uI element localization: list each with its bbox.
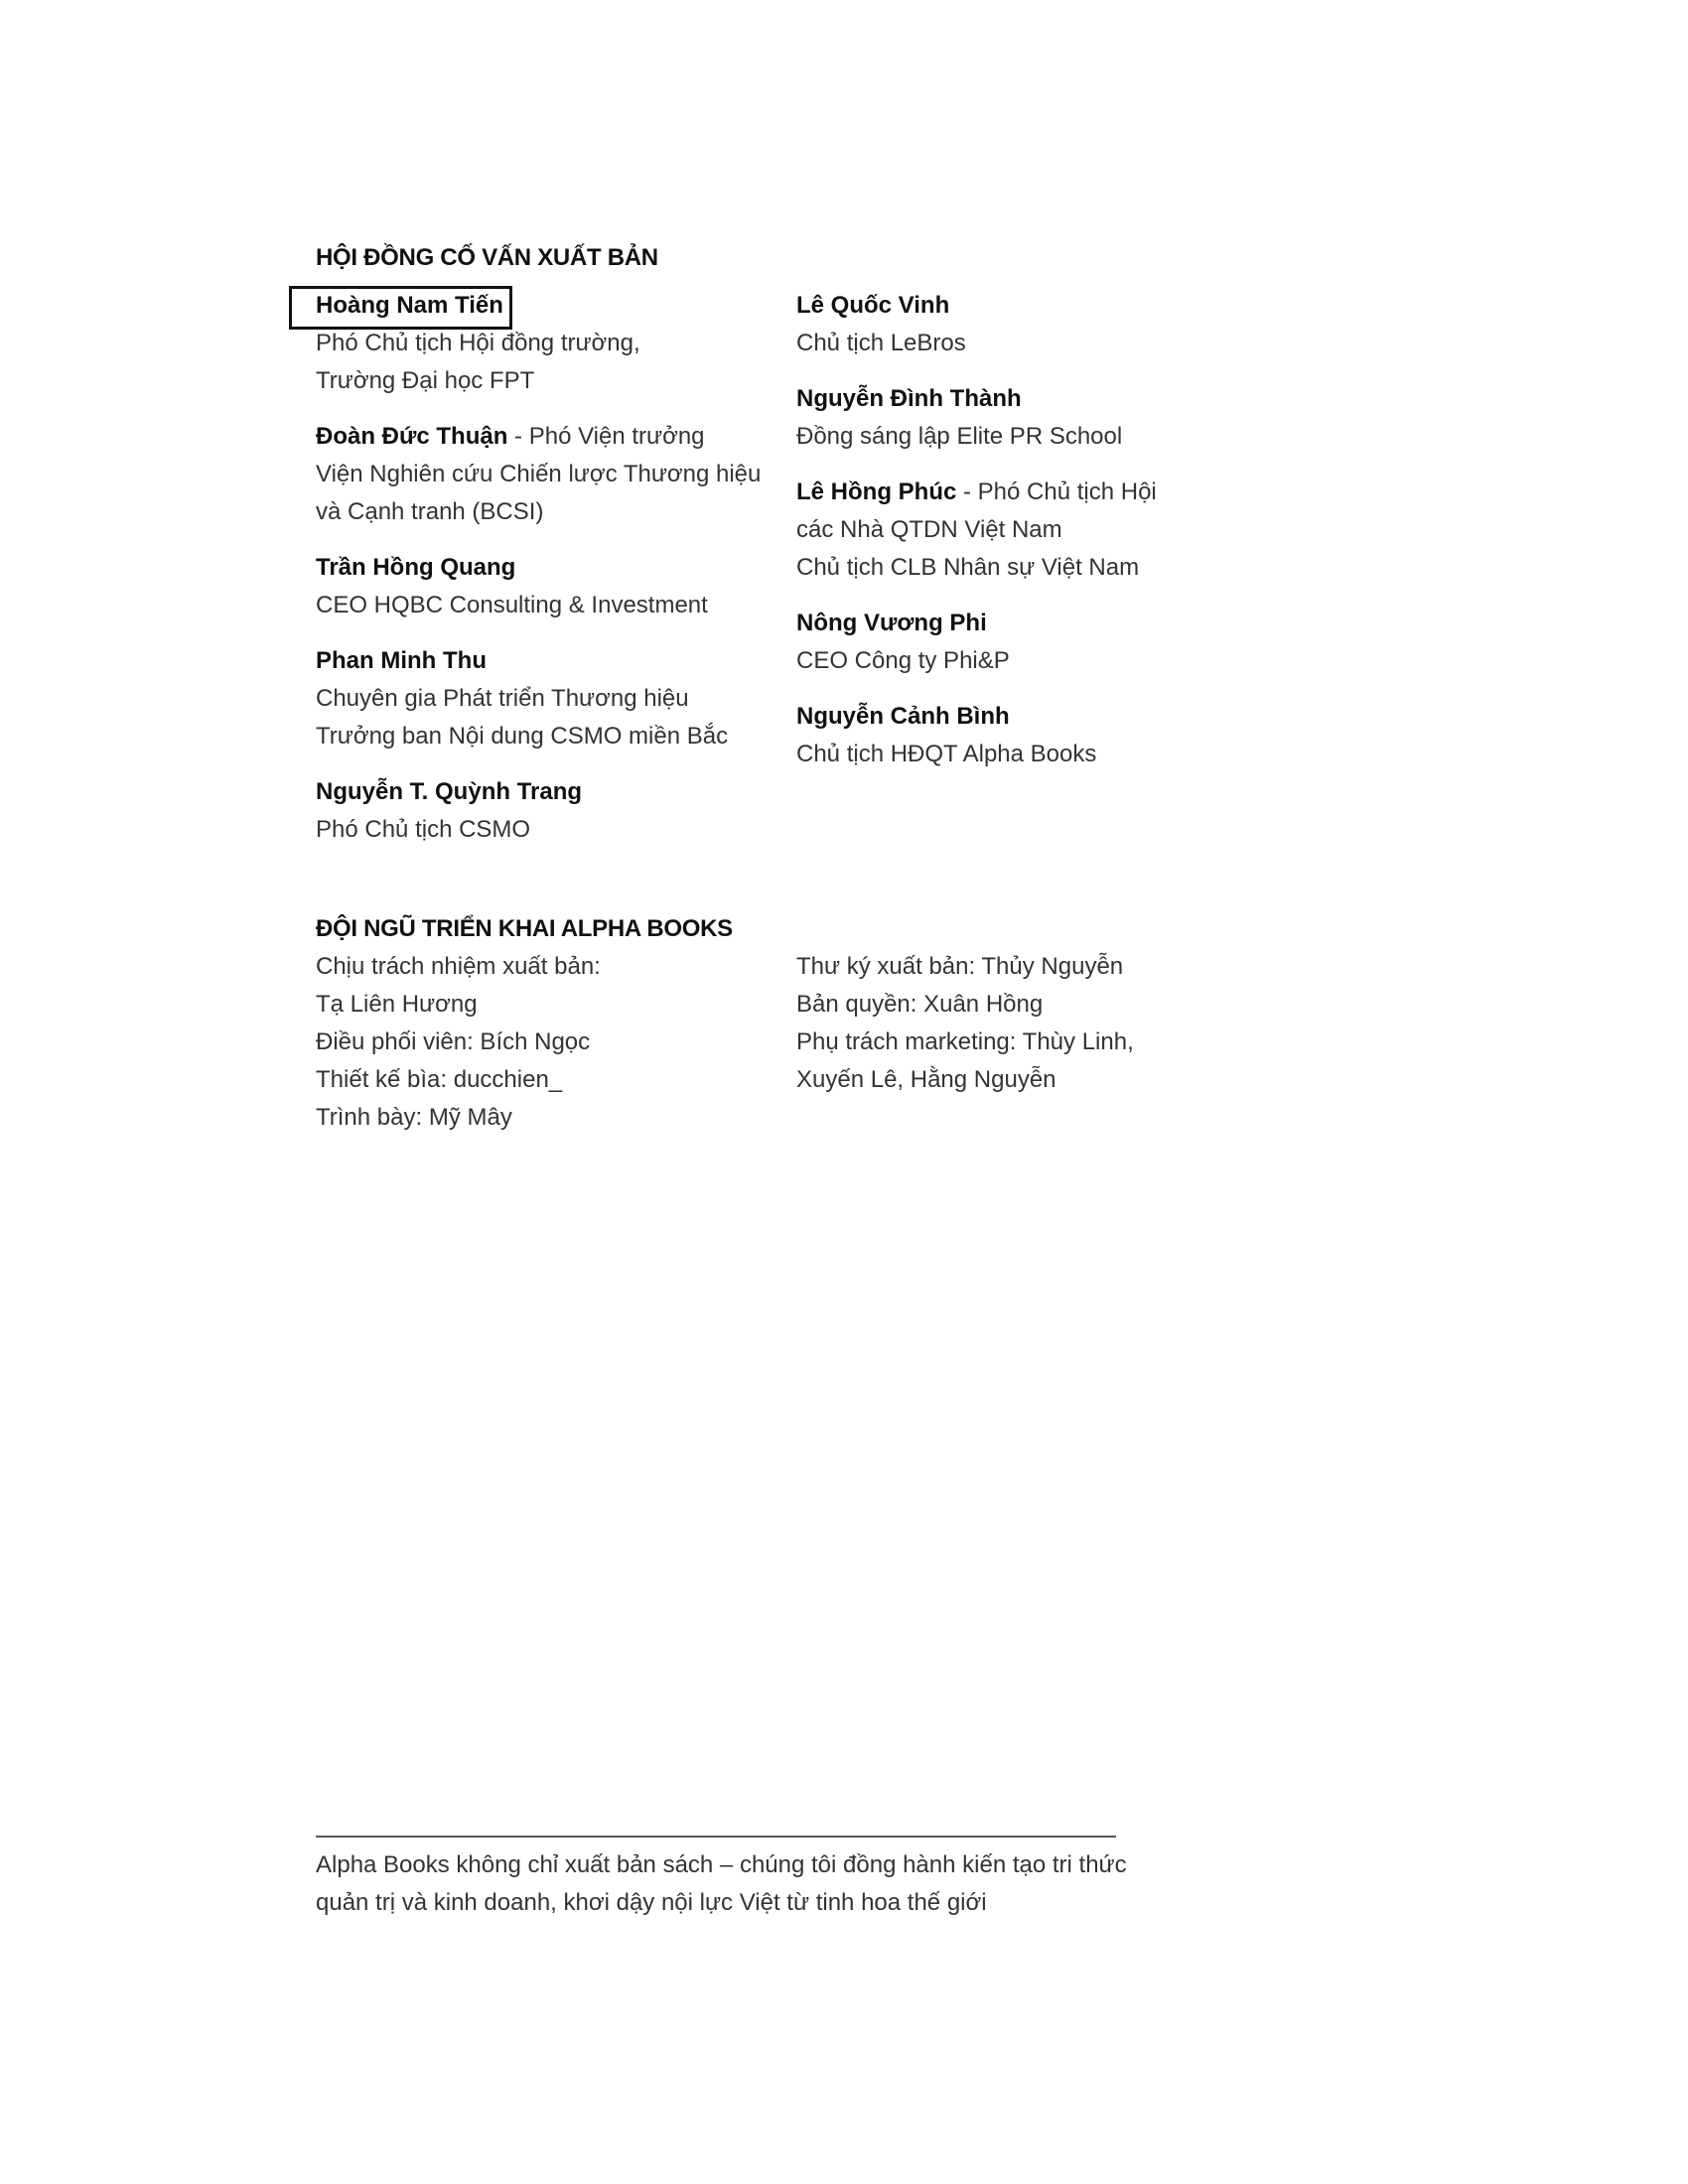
advisor-inline-title: - Phó Viện trưởng xyxy=(507,423,705,450)
advisor-name: Phan Minh Thu xyxy=(316,647,487,674)
advisory-left-column xyxy=(316,287,782,867)
advisor-name: Lê Quốc Vinh xyxy=(796,292,950,319)
advisor-title-line: Phó Chủ tịch CSMO xyxy=(316,816,531,843)
advisor-entry xyxy=(316,642,782,755)
team-credit-line: Trình bày: Mỹ Mây xyxy=(316,1104,512,1131)
advisor-title-line: Đồng sáng lập Elite PR School xyxy=(796,423,1123,450)
footer-tagline xyxy=(316,1846,1130,1922)
advisor-entry xyxy=(316,418,782,531)
advisory-board-heading: HỘI ĐỒNG CỐ VẤN XUẤT BẢN xyxy=(316,244,658,271)
team-credit-line: Bản quyền: Xuân Hồng xyxy=(796,991,1044,1018)
advisor-title-line: CEO Công ty Phi&P xyxy=(796,647,1010,674)
team-credit-line: Thư ký xuất bản: Thủy Nguyễn xyxy=(796,953,1124,980)
advisor-entry xyxy=(316,773,782,849)
advisor-name: Đoàn Đức Thuận xyxy=(316,423,508,450)
team-right-column xyxy=(796,948,1263,1099)
advisor-title-line: Viện Nghiên cứu Chiến lược Thương hiệu xyxy=(316,461,762,487)
advisor-title-line: các Nhà QTDN Việt Nam xyxy=(796,516,1062,543)
advisor-title-line: Chủ tịch LeBros xyxy=(796,330,966,356)
footer-line: quản trị và kinh doanh, khơi dậy nội lực Việt từ tinh hoa thế giới xyxy=(316,1889,987,1916)
advisor-title-line: và Cạnh tranh (BCSI) xyxy=(316,498,544,525)
team-credit-line: Phụ trách marketing: Thùy Linh, xyxy=(796,1028,1134,1055)
advisor-name: Nông Vương Phi xyxy=(796,610,987,636)
advisor-title-line: Chủ tịch HĐQT Alpha Books xyxy=(796,741,1097,767)
advisor-title-line: Phó Chủ tịch Hội đồng trường, xyxy=(316,330,640,356)
advisor-entry xyxy=(796,380,1263,456)
team-heading: ĐỘI NGŨ TRIỂN KHAI ALPHA BOOKS xyxy=(316,915,733,942)
advisor-name: Trần Hồng Quang xyxy=(316,554,516,581)
advisor-entry xyxy=(796,474,1263,587)
advisor-inline-title: - Phó Chủ tịch Hội xyxy=(956,478,1157,505)
advisor-entry xyxy=(796,605,1263,680)
advisor-name: Nguyễn T. Quỳnh Trang xyxy=(316,778,583,805)
advisor-title-line: Trưởng ban Nội dung CSMO miền Bắc xyxy=(316,723,729,750)
advisor-title-line: Chủ tịch CLB Nhân sự Việt Nam xyxy=(796,554,1140,581)
advisory-right-column xyxy=(796,287,1263,791)
footer-divider xyxy=(316,1836,1116,1838)
team-credit-line: Thiết kế bìa: ducchien_ xyxy=(316,1066,563,1093)
advisor-entry xyxy=(316,549,782,624)
advisor-name: Hoàng Nam Tiến xyxy=(316,292,503,319)
team-credit-line: Xuyến Lê, Hằng Nguyễn xyxy=(796,1066,1056,1093)
advisor-title-line: Chuyên gia Phát triển Thương hiệu xyxy=(316,685,689,712)
advisor-title-line: Trường Đại học FPT xyxy=(316,367,535,394)
team-credit-line: Điều phối viên: Bích Ngọc xyxy=(316,1028,591,1055)
advisor-entry xyxy=(796,287,1263,362)
advisor-name: Nguyễn Đình Thành xyxy=(796,385,1022,412)
team-left-column xyxy=(316,948,782,1137)
footer-line: Alpha Books không chỉ xuất bản sách – chúng tôi đồng hành kiến tạo tri thức xyxy=(316,1851,1127,1878)
advisor-name: Lê Hồng Phúc xyxy=(796,478,957,505)
advisor-title-line: CEO HQBC Consulting & Investment xyxy=(316,592,708,618)
advisor-name: Nguyễn Cảnh Bình xyxy=(796,703,1010,730)
advisor-entry xyxy=(796,698,1263,773)
team-credit-line: Tạ Liên Hương xyxy=(316,991,478,1018)
advisor-entry xyxy=(316,287,782,400)
team-credit-line: Chịu trách nhiệm xuất bản: xyxy=(316,953,601,980)
